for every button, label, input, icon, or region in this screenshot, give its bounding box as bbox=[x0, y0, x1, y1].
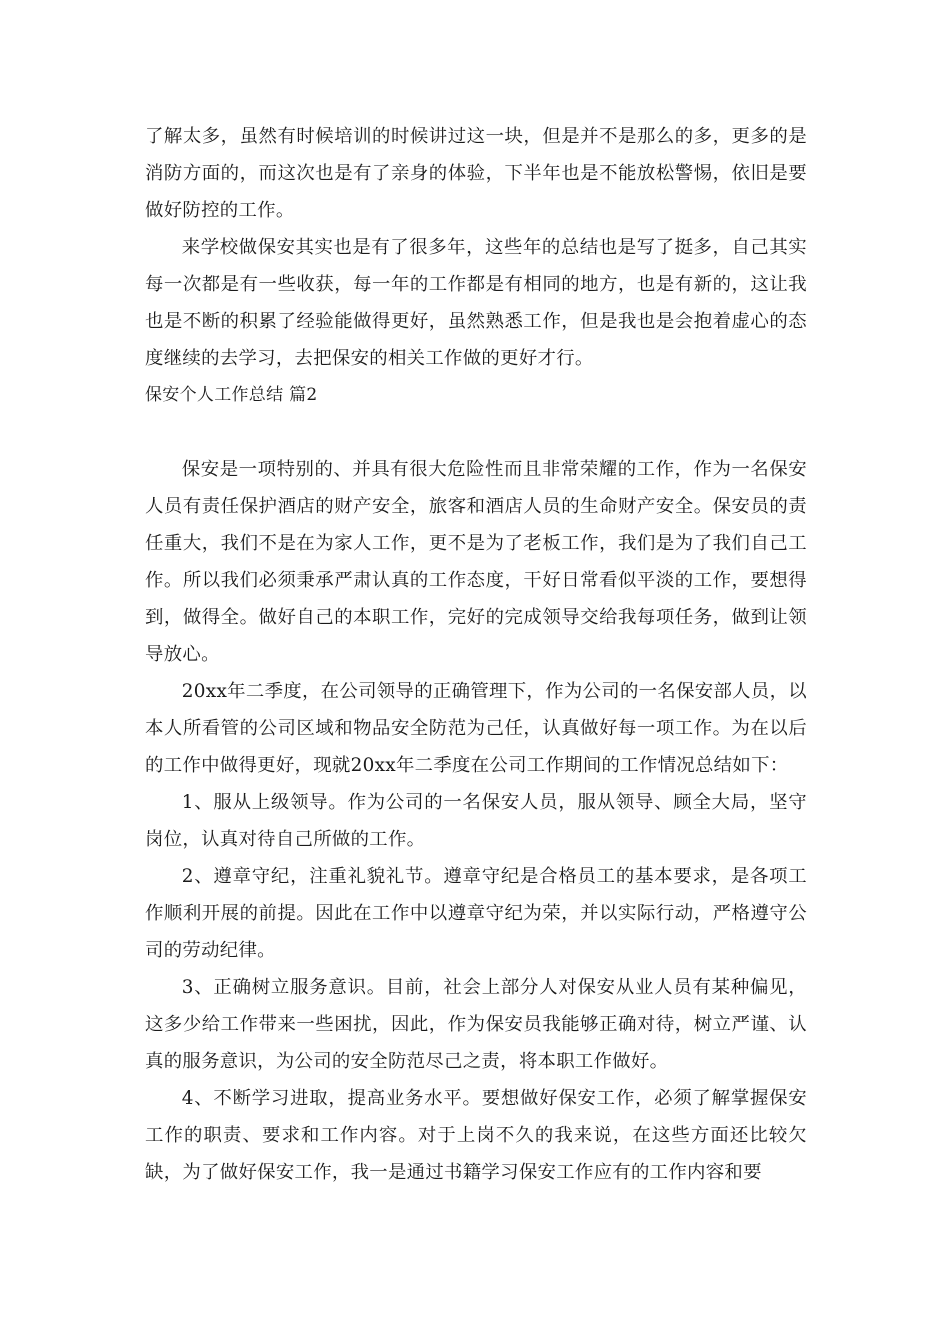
paragraph-school-guard: 来学校做保安其实也是有了很多年，这些年的总结也是写了挺多，自己其实每一次都是有一些收获，每一年的工作都是有相同的地方，也是有新的，这让我也是不断的积累了经验能做得更好，虽然熟悉工作，但是我也是会抱着虚心的态度继续的去学习，去把保安的相关工作做的更好才行。 bbox=[145, 237, 807, 369]
document-page bbox=[145, 118, 807, 1191]
list-item-4: 4、不断学习进取，提高业务水平。要想做好保安工作，必须了解掌握保安工作的职责、要求和工作内容。对于上岗不久的我来说，在这些方面还比较欠缺，为了做好保安工作，我一是通过书籍学习保安工作应有的工作内容和要 bbox=[145, 1088, 807, 1183]
paragraph-intro: 保安是一项特别的、并具有很大危险性而且非常荣耀的工作，作为一名保安人员有责任保护酒店的财产安全，旅客和酒店人员的生命财产安全。保安员的责任重大，我们不是在为家人工作，更不是为了老板工作，我们是为了我们自己工作。所以我们必须秉承严肃认真的工作态度，干好日常看似平淡的工作，要想得到，做得全。做好自己的本职工作，完好的完成领导交给我每项任务，做到让领导放心。 bbox=[145, 459, 807, 665]
list-item-3: 3、正确树立服务意识。目前，社会上部分人对保安从业人员有某种偏见，这多少给工作带来一些困扰，因此，作为保安员我能够正确对待，树立严谨、认真的服务意识，为公司的安全防范尽己之责，将本职工作做好。 bbox=[145, 977, 807, 1072]
continuation-paragraph: 了解太多，虽然有时候培训的时候讲过这一块，但是并不是那么的多，更多的是消防方面的，而这次也是有了亲身的体验，下半年也是不能放松警惕，依旧是要做好防控的工作。 bbox=[145, 126, 807, 221]
blank-line bbox=[145, 414, 807, 451]
list-item-2: 2、遵章守纪，注重礼貌礼节。遵章守纪是合格员工的基本要求，是各项工作顺利开展的前提。因此在工作中以遵章守纪为荣，并以实际行动，严格遵守公司的劳动纪律。 bbox=[145, 866, 807, 961]
list-item-1: 1、服从上级领导。作为公司的一名保安人员，服从领导、顾全大局，坚守岗位，认真对待自己所做的工作。 bbox=[145, 792, 807, 850]
paragraph-summary: 20xx年二季度，在公司领导的正确管理下，作为公司的一名保安部人员，以本人所看管的公司区域和物品安全防范为己任，认真做好每一项工作。为在以后的工作中做得更好，现就20xx年二季度在公司工作期间的工作情况总结如下： bbox=[145, 681, 807, 776]
section-heading: 保安个人工作总结 篇2 bbox=[145, 385, 318, 405]
